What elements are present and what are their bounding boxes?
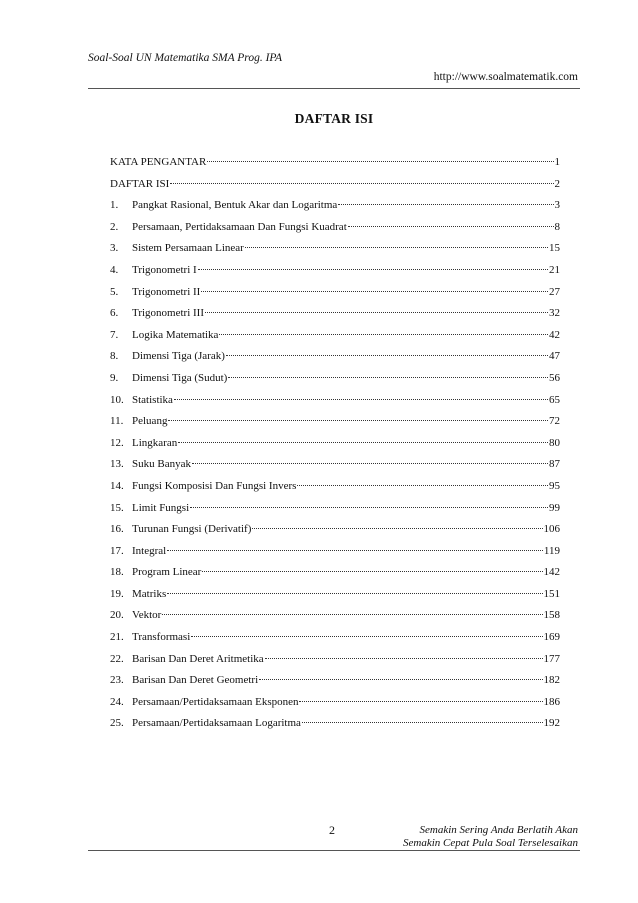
toc-entry-title: Persamaan, Pertidaksamaan Dan Fungsi Kuadrat <box>132 220 347 233</box>
toc-entry-page: 106 <box>543 523 560 536</box>
toc-dot-leader <box>202 571 542 572</box>
toc-entry-number: 25. <box>110 717 124 730</box>
toc-entry-page: 169 <box>543 631 560 644</box>
toc-entry-page: 56 <box>549 371 560 384</box>
toc-entry-page: 182 <box>543 674 560 687</box>
toc-dot-leader <box>168 420 548 421</box>
toc-entry-title: Persamaan/Pertidaksamaan Logaritma <box>132 717 301 730</box>
toc-entry[interactable] <box>110 242 560 264</box>
toc-entry-page: 42 <box>549 328 560 341</box>
toc-entry[interactable] <box>110 458 560 480</box>
toc-entry[interactable] <box>110 415 560 437</box>
footer-motto-line-2: Semakin Cepat Pula Soal Terselesaikan <box>403 837 578 849</box>
toc-entry-number: 13. <box>110 458 124 471</box>
page-title: DAFTAR ISI <box>294 111 374 126</box>
toc-entry-title: Vektor <box>132 609 162 622</box>
toc-entry-number: 9. <box>110 371 119 384</box>
toc-dot-leader <box>219 334 548 335</box>
toc-dot-leader <box>170 183 553 184</box>
toc-entry-title: Persamaan/Pertidaksamaan Eksponen <box>132 695 299 708</box>
toc-dot-leader <box>191 636 542 637</box>
toc-entry[interactable] <box>110 653 560 675</box>
toc-entry-number: 18. <box>110 566 124 579</box>
toc-entry-number: 24. <box>110 695 124 708</box>
toc-entry-page: 3 <box>554 199 560 212</box>
toc-entry-number: 6. <box>110 307 119 320</box>
toc-entry-number: 15. <box>110 501 124 514</box>
toc-entry[interactable] <box>110 502 560 524</box>
toc-entry[interactable] <box>110 696 560 718</box>
toc-entry-page: 87 <box>549 458 560 471</box>
toc-entry[interactable] <box>110 609 560 631</box>
toc-entry-page: 32 <box>549 307 560 320</box>
toc-entry-title: Pangkat Rasional, Bentuk Akar dan Logaritma <box>132 199 338 212</box>
toc-dot-leader <box>226 355 548 356</box>
toc-entry-number: 5. <box>110 285 119 298</box>
toc-entry-page: 80 <box>549 436 560 449</box>
toc-dot-leader <box>178 442 548 443</box>
footer-rule <box>88 850 580 851</box>
toc-entry-title: Sistem Persamaan Linear <box>132 242 244 255</box>
toc-entry-number: 22. <box>110 652 124 665</box>
toc-entry-number: 14. <box>110 479 124 492</box>
toc-entry-number: 2. <box>110 220 119 233</box>
header-website-url[interactable]: http://www.soalmatematik.com <box>433 71 578 83</box>
toc-entry-page: 192 <box>543 717 560 730</box>
toc-entry-number: 12. <box>110 436 124 449</box>
toc-entry-page: 65 <box>549 393 560 406</box>
toc-entry-title: Turunan Fungsi (Derivatif) <box>132 523 252 536</box>
table-of-contents <box>110 156 560 739</box>
page-number: 2 <box>329 823 335 837</box>
toc-entry[interactable] <box>110 329 560 351</box>
toc-entry-page: 95 <box>549 479 560 492</box>
toc-entry-number: 11. <box>110 415 124 428</box>
toc-dot-leader <box>192 463 548 464</box>
toc-entry[interactable] <box>110 588 560 610</box>
footer-motto-line-1: Semakin Sering Anda Berlatih Akan <box>419 824 578 836</box>
toc-entry[interactable] <box>110 566 560 588</box>
header-rule <box>88 88 580 89</box>
toc-entry-title: Trigonometri III <box>132 307 205 320</box>
toc-entry-title: Logika Matematika <box>132 328 219 341</box>
toc-dot-leader <box>201 291 548 292</box>
toc-entry[interactable] <box>110 286 560 308</box>
toc-entry-title: Barisan Dan Deret Aritmetika <box>132 652 264 665</box>
toc-dot-leader <box>297 485 548 486</box>
toc-entry-page: 1 <box>554 156 560 168</box>
toc-entry[interactable] <box>110 545 560 567</box>
toc-entry-title: Limit Fungsi <box>132 501 190 514</box>
toc-entry-number: 17. <box>110 544 124 557</box>
toc-entry-title: Integral <box>132 544 167 557</box>
toc-entry-page: 186 <box>543 695 560 708</box>
toc-dot-leader <box>205 312 548 313</box>
toc-entry-page: 21 <box>549 263 560 276</box>
toc-dot-leader <box>228 377 548 378</box>
toc-entry[interactable] <box>110 264 560 286</box>
toc-dot-leader <box>252 528 542 529</box>
toc-dot-leader <box>338 204 553 205</box>
toc-entry-title: Lingkaran <box>132 436 178 449</box>
toc-entry-page: 2 <box>554 177 560 190</box>
toc-entry-number: 8. <box>110 350 119 363</box>
toc-entry[interactable] <box>110 221 560 243</box>
toc-entry-page: 15 <box>549 242 560 255</box>
header-doc-title: Soal-Soal UN Matematika SMA Prog. IPA <box>88 52 282 64</box>
toc-entry-number: 1. <box>110 199 119 212</box>
toc-dot-leader <box>167 593 542 594</box>
toc-entry-title: Dimensi Tiga (Jarak) <box>132 350 225 363</box>
toc-entry[interactable] <box>110 178 560 200</box>
toc-entry-number: 19. <box>110 587 124 600</box>
toc-entry[interactable] <box>110 372 560 394</box>
toc-dot-leader <box>167 550 543 551</box>
toc-entry-page: 142 <box>543 566 560 579</box>
toc-entry-number: 7. <box>110 328 119 341</box>
toc-dot-leader <box>302 722 543 723</box>
toc-entry-number: 21. <box>110 631 124 644</box>
toc-entry[interactable] <box>110 156 560 178</box>
toc-dot-leader <box>299 701 542 702</box>
toc-entry-number: 20. <box>110 609 124 622</box>
toc-dot-leader <box>245 247 548 248</box>
toc-entry-number: 23. <box>110 674 124 687</box>
toc-entry-page: 8 <box>554 220 560 233</box>
toc-entry-title: Fungsi Komposisi Dan Fungsi Invers <box>132 479 297 492</box>
toc-dot-leader <box>162 614 542 615</box>
toc-entry-title: Statistika <box>132 393 173 406</box>
toc-entry-title: Dimensi Tiga (Sudut) <box>132 371 228 384</box>
toc-entry[interactable] <box>110 199 560 221</box>
toc-entry-title: Trigonometri II <box>132 285 201 298</box>
toc-dot-leader <box>174 399 548 400</box>
toc-entry[interactable] <box>110 717 560 739</box>
toc-entry-title: Barisan Dan Deret Geometri <box>132 674 259 687</box>
toc-entry-page: 158 <box>543 609 560 622</box>
toc-entry-title: DAFTAR ISI <box>110 177 170 190</box>
toc-dot-leader <box>265 658 543 659</box>
toc-entry[interactable] <box>110 437 560 459</box>
toc-dot-leader <box>198 269 548 270</box>
toc-entry[interactable] <box>110 631 560 653</box>
toc-dot-leader <box>348 226 554 227</box>
toc-dot-leader <box>207 161 553 162</box>
toc-entry-title: Program Linear <box>132 566 202 579</box>
toc-entry-title: KATA PENGANTAR <box>110 156 207 168</box>
toc-entry-title: Suku Banyak <box>132 458 191 471</box>
toc-entry-title: Trigonometri I <box>132 263 197 276</box>
toc-entry-page: 27 <box>549 285 560 298</box>
toc-entry-page: 47 <box>549 350 560 363</box>
toc-entry[interactable] <box>110 674 560 696</box>
toc-entry-number: 10. <box>110 393 124 406</box>
toc-entry-page: 151 <box>543 587 560 600</box>
toc-entry-page: 119 <box>543 544 560 557</box>
toc-dot-leader <box>190 507 548 508</box>
toc-entry[interactable] <box>110 394 560 416</box>
toc-entry-page: 99 <box>549 501 560 514</box>
toc-entry-title: Transformasi <box>132 631 191 644</box>
toc-entry-page: 177 <box>543 652 560 665</box>
toc-entry-title: Peluang <box>132 415 168 428</box>
toc-dot-leader <box>259 679 542 680</box>
toc-entry-number: 3. <box>110 242 119 255</box>
toc-entry-page: 72 <box>549 415 560 428</box>
toc-entry-number: 4. <box>110 263 119 276</box>
toc-entry[interactable] <box>110 480 560 502</box>
toc-entry[interactable] <box>110 523 560 545</box>
toc-entry-title: Matriks <box>132 587 167 600</box>
toc-entry[interactable] <box>110 350 560 372</box>
toc-entry[interactable] <box>110 307 560 329</box>
toc-entry-number: 16. <box>110 523 124 536</box>
